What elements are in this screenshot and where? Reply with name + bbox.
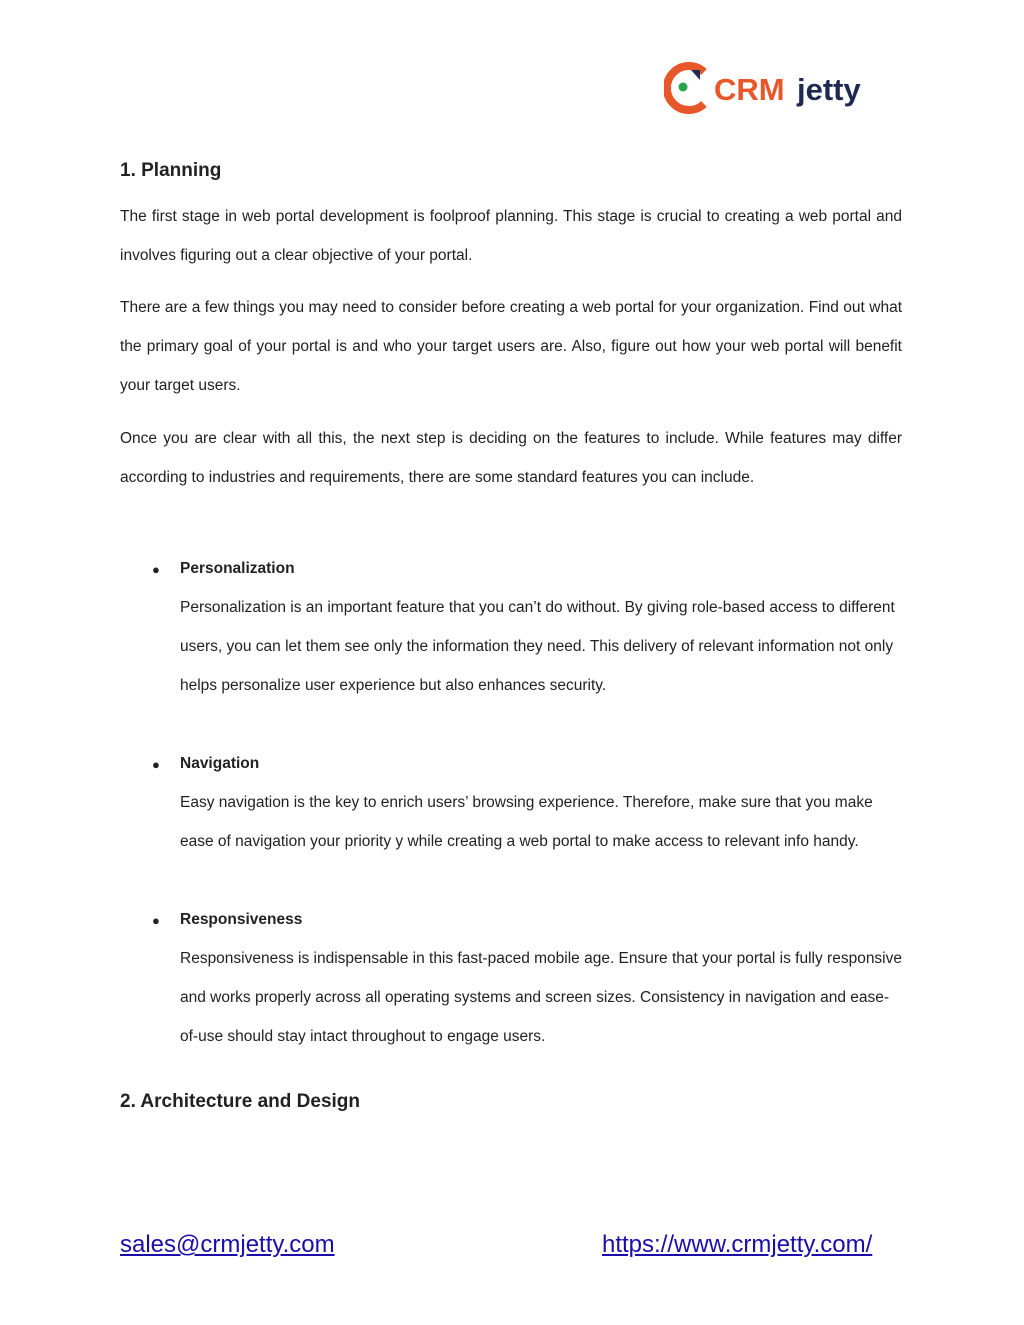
- bullet-icon: ●: [152, 757, 160, 772]
- feature-body-personalization: Personalization is an important feature that you can’t do without. By giving role-based access to different users, you can let them see only the information they need. This delivery of relevant information not only helps personalize user experience but also enhances security.: [180, 599, 895, 694]
- logo-text-jetty: jetty: [797, 72, 861, 107]
- paragraph-features: Once you are clear with all this, the next step is deciding on the features to include. While features may differ according to industries and requirements, there are some standard features you can include.: [120, 430, 902, 486]
- footer-website-link[interactable]: https://www.crmjetty.com/: [602, 1231, 873, 1258]
- section-heading-planning: 1. Planning: [120, 160, 222, 181]
- bullet-icon: ●: [152, 562, 160, 577]
- feature-body-responsiveness: Responsiveness is indispensable in this fast-paced mobile age. Ensure that your portal is fully responsive and works properly across all operating systems and screen sizes. Consistency in navigation and ease-of-use should stay intact throughout to engage users.: [180, 950, 902, 1045]
- section-heading-architecture: 2. Architecture and Design: [120, 1091, 361, 1112]
- footer-email-link[interactable]: sales@crmjetty.com: [120, 1231, 335, 1258]
- feature-body-navigation: Easy navigation is the key to enrich users’ browsing experience. Therefore, make sure that you make ease of navigation your priority y while creating a web portal to make access to relevant info handy.: [180, 794, 873, 850]
- feature-title-personalization: Personalization: [180, 560, 295, 577]
- feature-title-responsiveness: Responsiveness: [180, 911, 303, 928]
- crmjetty-logo: [664, 62, 876, 114]
- bullet-icon: ●: [152, 913, 160, 928]
- paragraph-considerations: There are a few things you may need to consider before creating a web portal for your organization. Find out what the primary goal of your portal is and who your target users are. Also, figure out how your web portal will benefit your target users.: [120, 299, 902, 394]
- feature-title-navigation: Navigation: [180, 755, 260, 772]
- paragraph-intro: The first stage in web portal development is foolproof planning. This stage is crucial to creating a web portal and involves figuring out a clear objective of your portal.: [120, 208, 902, 264]
- logo-text-crm: CRM: [714, 72, 785, 107]
- crmjetty-logo-mark: [664, 62, 876, 114]
